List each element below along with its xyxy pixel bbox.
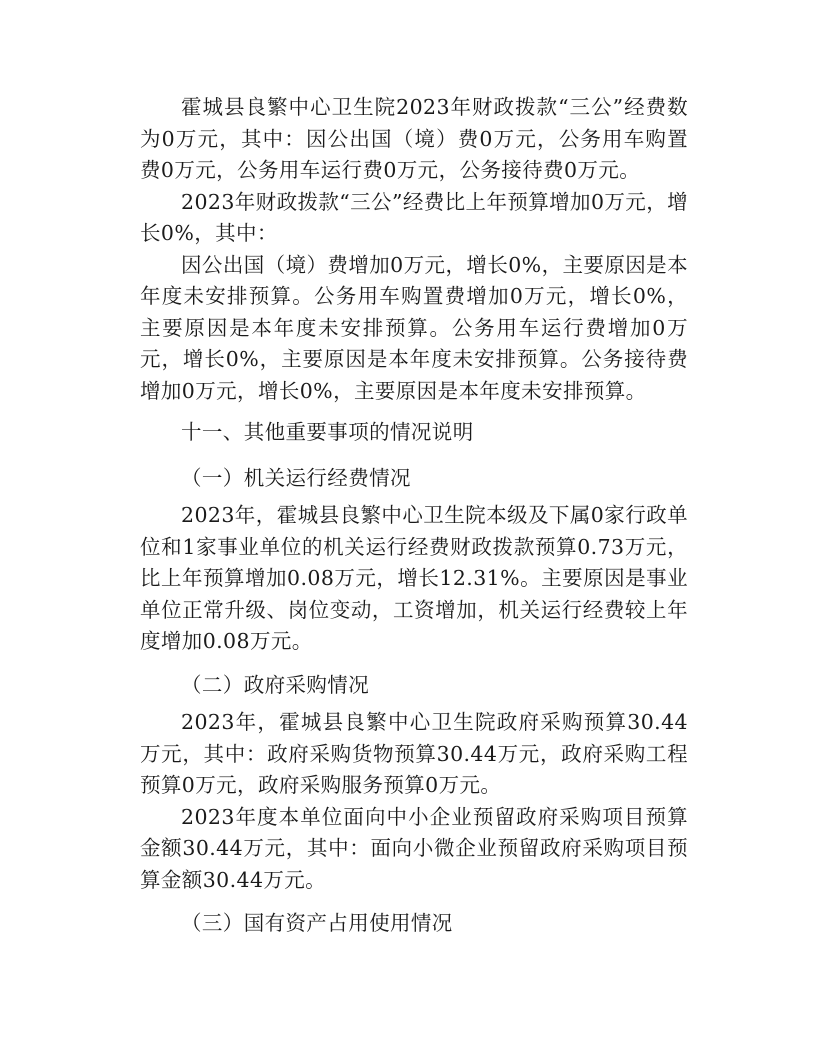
three-public-expenses-paragraph: 霍城县良繁中心卫生院2023年财政拨款“三公”经费数为0万元，其中：因公出国（境）费0万元，公务用车购置费0万元，公务用车运行费0万元，公务接待费0万元。 [140,95,688,182]
document-page [140,92,688,946]
three-public-comparison-paragraph: 2023年财政拨款“三公”经费比上年预算增加0万元，增长0%，其中： [140,189,688,245]
subsection-heading-operating-expenses: （一）机关运行经费情况 [181,465,411,490]
section-heading-other-matters: 十一、其他重要事项的情况说明 [181,420,474,444]
sme-procurement-paragraph: 2023年度本单位面向中小企业预留政府采购项目预算金额30.44万元，其中：面向小微企业预留政府采购项目预算金额30.44万元。 [140,804,688,892]
three-public-detail-paragraph: 因公出国（境）费增加0万元，增长0%，主要原因是本年度未安排预算。公务用车购置费增加0万元，增长0%，主要原因是本年度未安排预算。公务用车运行费增加0万元，增长0%，主要原因是本年度未安排预算。公务接待费增加0万元，增长0%，主要原因是本年度未安排预算。 [140,252,688,403]
subsection-heading-procurement: （二）政府采购情况 [181,672,370,697]
procurement-budget-paragraph: 2023年，霍城县良繁中心卫生院政府采购预算30.44万元，其中：政府采购货物预算30.44万元，政府采购工程预算0万元，政府采购服务预算0万元。 [140,710,688,797]
subsection-heading-state-assets: （三）国有资产占用使用情况 [181,911,453,935]
operating-expenses-paragraph: 2023年，霍城县良繁中心卫生院本级及下属0家行政单位和1家事业单位的机关运行经费财政拨款预算0.73万元，比上年预算增加0.08万元，增长12.31%。主要原因是事业单位正常升级、岗位变动，工资增加，机关运行经费较上年度增加0.08万元。 [140,503,688,653]
